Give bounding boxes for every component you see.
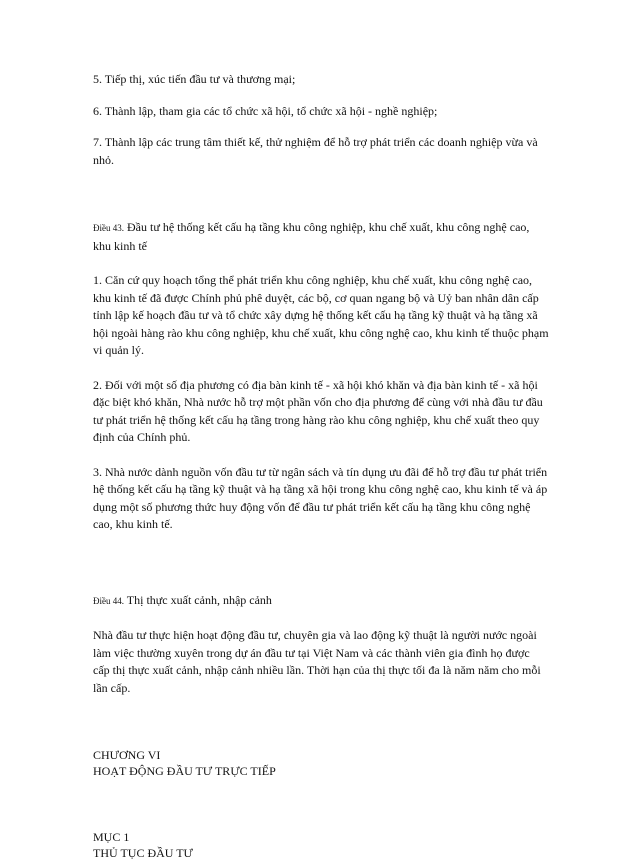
section-label: MỤC 1 [93, 830, 130, 844]
item-6: 6. Thành lập, tham gia các tổ chức xã hội, tổ chức xã hội - nghề nghiệp; [93, 103, 438, 118]
chapter-label: CHƯƠNG VI [93, 748, 161, 762]
article-44-number: Điều 44. [93, 595, 124, 606]
article-43-clause-2: 2. Đối với một số địa phương có địa bàn kinh tế - xã hội khó khăn và địa bàn kinh tế - xã hội đặc biệt khó khăn, Nhà nước hỗ trợ một phần vốn cho địa phương để cùng với nhà đầu tư đầu tư phát triển hệ thống kết cấu hạ tầng trong hàng rào khu công nghiệp, khu chế xuất theo quy định của Chính phủ. [93, 377, 543, 444]
article-43-title: Đầu tư hệ thống kết cấu hạ tầng khu công nghiệp, khu chế xuất, khu công nghệ cao, khu kinh tế [93, 220, 530, 253]
article-44-heading [93, 592, 549, 611]
article-43-clause-3: 3. Nhà nước dành nguồn vốn đầu tư từ ngân sách và tín dụng ưu đãi để hỗ trợ đầu tư phát triển hệ thống kết cấu hạ tầng kỹ thuật và hạ tầng xã hội trong khu công nghệ cao, khu kinh tế và áp dụng một số phương thức huy động vốn để đầu tư phát triển kết cấu hạ tầng khu công nghệ cao, khu kinh tế. [93, 464, 548, 531]
article-44-body: Nhà đầu tư thực hiện hoạt động đầu tư, chuyên gia và lao động kỹ thuật là người nước ngoài làm việc thường xuyên trong dự án đầu tư tại Việt Nam và các thành viên gia đình họ được cấp thị thực xuất cảnh, nhập cảnh nhiều lần. Thời hạn của thị thực tối đa là năm năm cho mỗi lần cấp. [93, 628, 541, 695]
article-43-heading [93, 219, 549, 255]
article-44-title: Thị thực xuất cảnh, nhập cảnh [126, 592, 272, 607]
document-page [93, 71, 549, 861]
item-7: 7. Thành lập các trung tâm thiết kế, thử nghiệm để hỗ trợ phát triển các doanh nghiệp vừa và nhỏ. [93, 135, 538, 167]
item-5: 5. Tiếp thị, xúc tiến đầu tư và thương mại; [93, 72, 296, 86]
article-43-number: Điều 43. [93, 223, 124, 233]
section-title: THỦ TỤC ĐẦU TƯ [93, 846, 193, 860]
article-43-clause-1: 1. Căn cứ quy hoạch tổng thể phát triển khu công nghiệp, khu chế xuất, khu công nghệ cao, khu kinh tế đã được Chính phủ phê duyệt, các bộ, cơ quan ngang bộ và Uỷ ban nhân dân cấp tỉnh lập kế hoạch đầu tư và tổ chức xây dựng hệ thống kết cấu hạ tầng kỹ thuật và hạ tầng xã hội ngoài hàng rào khu công nghiệp, khu chế xuất, khu công nghệ cao, khu kinh tế thuộc phạm vi quản lý. [93, 273, 549, 357]
chapter-title: HOẠT ĐỘNG ĐẦU TƯ TRỰC TIẾP [93, 764, 276, 778]
